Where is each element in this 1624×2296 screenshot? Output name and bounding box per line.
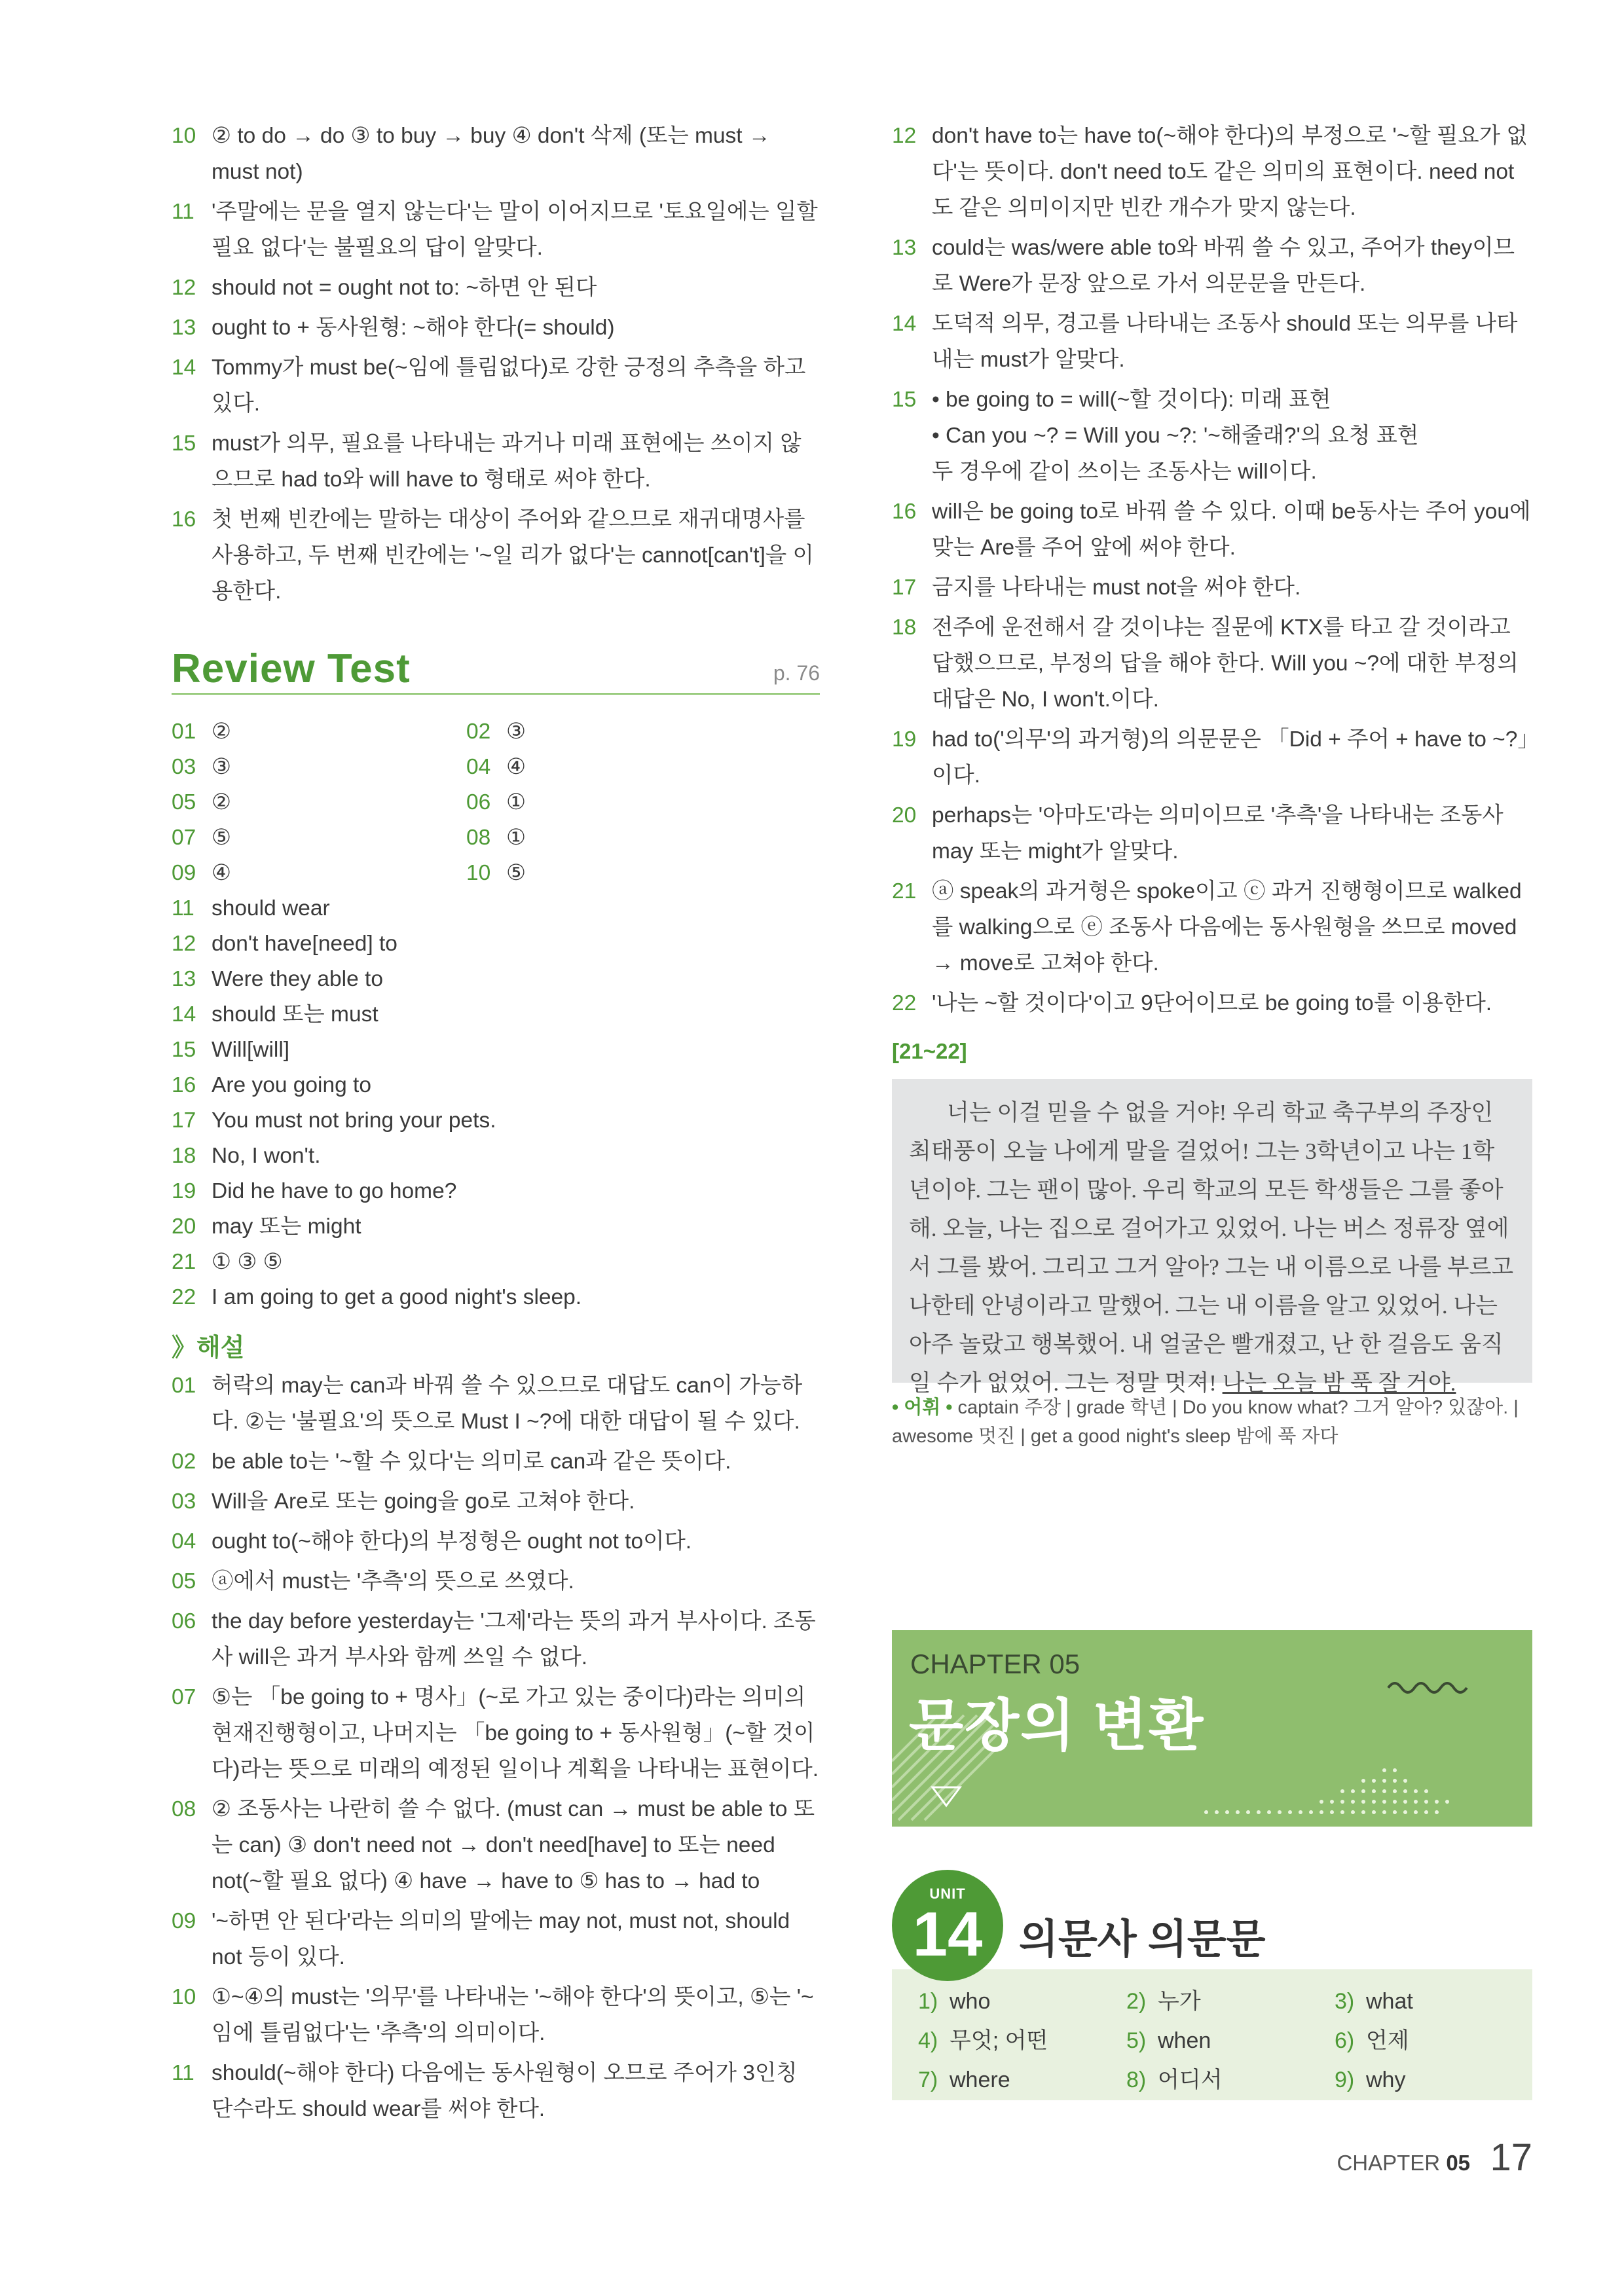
answer-number: 04 — [466, 755, 491, 779]
explanation-number: 04 — [172, 1529, 196, 1554]
unit-answer-number: 9) — [1335, 2068, 1355, 2092]
note-text: don't have to는 have to(~해야 한다)의 부정으로 '~할 필요가 없다'는 뜻이다. don't need to도 같은 의미의 표현이다. need not도 같은 의미이지만 빈칸 개수가 맞지 않는다. — [932, 124, 1528, 220]
answer-item — [172, 750, 466, 785]
unit-answer-item — [1335, 1982, 1531, 2022]
answer-value: ④ — [212, 861, 232, 885]
note-number: 11 — [172, 200, 194, 224]
answer-item — [466, 750, 761, 785]
answer-number: 15 — [172, 1038, 196, 1062]
unit-number: 14 — [912, 1899, 983, 1969]
answer-number: 19 — [172, 1179, 196, 1203]
page-number: 17 — [1490, 2136, 1532, 2179]
note-text: ought to + 동사원형: ~해야 한다(= should) — [212, 316, 615, 340]
explanation-item — [172, 1679, 820, 1787]
translation-passage — [892, 1079, 1532, 1396]
note-text: 금지를 나타내는 must not을 써야 한다. — [932, 575, 1301, 600]
note-number: 12 — [892, 124, 917, 148]
answer-item — [466, 714, 761, 750]
unit-label: UNIT — [929, 1886, 966, 1902]
passage-text: 너는 이걸 믿을 수 없을 거야! 우리 학교 축구부의 주장인 최태풍이 오늘 나에게 말을 걸었어! 그는 3학년이고 나는 1학년이야. 그는 팬이 많아. 우리 학교의 모든 학생들은 그를 좋아해. 오늘, 나는 집으로 걸어가고 있었어. 나는 버스 정류장 옆에서 그를 봤어. 그리고 그거 알아? 그는 내 이름으로 나를 부르고 나한테 안녕이라고 말했어. 그는 내 이름을 알고 있었어. 나는 아주 놀랐고 행복했어. 내 얼굴은 빨개졌고, 난 한 걸음도 움직일 수가 없었어. 그는 정말 멋져! — [909, 1100, 1514, 1396]
answer-item — [172, 1209, 761, 1245]
note-text: will은 be going to로 바꿔 쓸 수 있다. 이때 be동사는 주어 you에 맞는 Are를 주어 앞에 써야 한다. — [932, 500, 1531, 560]
explanation-item — [172, 1523, 820, 1559]
explanation-text: Will을 Are로 또는 going을 go로 고쳐야 한다. — [212, 1489, 635, 1514]
left-column — [172, 118, 820, 2131]
top-notes-list — [172, 118, 820, 610]
page-footer — [1337, 2136, 1532, 2179]
answer-number: 07 — [172, 826, 196, 850]
answer-value: should wear — [212, 896, 330, 920]
answer-value: should 또는 must — [212, 1002, 378, 1027]
explanation-item — [172, 1979, 820, 2051]
wave-icon — [1388, 1683, 1467, 1692]
explanation-text: should(~해야 한다) 다음에는 동사원형이 오므로 주어가 3인칭 단수라도 should wear를 써야 한다. — [212, 2061, 798, 2121]
note-text: ② to do → do ③ to buy → buy ④ don't 삭제 (또는 must → must not) — [212, 124, 771, 184]
explanation-text: ⑤는 「be going to + 명사」(~로 가고 있는 중이다)라는 의미의 현재진행형이고, 나머지는 「be going to + 동사원형」(~할 것이다)라는 뜻으로 미래의 예정된 일이나 계획을 나타내는 표현이다. — [212, 1685, 819, 1781]
answer-item — [466, 785, 761, 820]
unit-answer-number: 1) — [918, 1989, 938, 2014]
unit-answer-item — [918, 2061, 1126, 2100]
note-item — [172, 118, 820, 190]
note-text: 첫 번째 빈칸에는 말하는 대상이 주어와 같으므로 재귀대명사를 사용하고, 두 번째 빈칸에는 '~일 리가 없다'는 cannot[can't]을 이용한다. — [212, 507, 814, 604]
note-number: 15 — [172, 431, 196, 456]
explanation-item — [172, 1903, 820, 1975]
answer-item — [172, 997, 761, 1032]
explanation-text: ①~④의 must는 '의무'를 나타내는 '~해야 한다'의 뜻이고, ⑤는 '~임에 틀림없다'는 '추측'의 의미이다. — [212, 1985, 814, 2045]
note-number: 20 — [892, 803, 917, 828]
answer-value: ⑤ — [212, 826, 232, 850]
explanation-heading: 》해설 — [172, 1334, 245, 1362]
answer-value: ① ③ ⑤ — [212, 1250, 283, 1274]
passage-range-label: [21~22] — [892, 1039, 967, 1063]
note-text: should not = ought not to: ~하면 안 된다 — [212, 276, 597, 300]
explanation-number: 03 — [172, 1489, 196, 1514]
unit-title: 의문사 의문문 — [1019, 1917, 1266, 1962]
passage-underlined-text: 나는 오늘 밤 푹 잘 거야. — [1222, 1370, 1456, 1396]
answer-item — [172, 1068, 761, 1103]
answer-number: 01 — [172, 720, 196, 744]
note-item — [172, 426, 820, 498]
unit-answer-value: where — [950, 2068, 1010, 2092]
note-number: 13 — [892, 236, 917, 260]
answer-value: I am going to get a good night's sleep. — [212, 1285, 582, 1309]
unit-answer-number: 8) — [1126, 2068, 1147, 2092]
unit-answer-value: 어디서 — [1158, 2068, 1223, 2092]
note-item — [172, 310, 820, 346]
chapter-label: CHAPTER 05 — [910, 1649, 1080, 1679]
unit-answer-grid — [892, 1969, 1532, 2100]
note-text: ⓐ speak의 과거형은 spoke이고 ⓒ 과거 진행형이므로 walked를 walking으로 ⓔ 조동사 다음에는 동사원형을 쓰므로 moved → move로 고쳐야 한다. — [932, 879, 1522, 975]
answer-value: No, I won't. — [212, 1144, 321, 1168]
note-item — [892, 797, 1532, 869]
note-item — [172, 501, 820, 610]
unit-answer-item — [1126, 1982, 1335, 2022]
explanation-list — [172, 1368, 820, 2127]
answer-item — [172, 962, 761, 997]
unit-answer-number: 7) — [918, 2068, 938, 2092]
note-text: • be going to = will(~할 것이다): 미래 표현 • Can you ~? = Will you ~?: '~해줄래?'의 요청 표현 두 경우에 같이 쓰이는 조동사는 will이다. — [932, 388, 1419, 484]
answer-item — [172, 1032, 761, 1068]
note-number: 14 — [892, 312, 917, 336]
note-number: 16 — [892, 500, 917, 524]
note-item — [172, 350, 820, 422]
note-item — [892, 721, 1532, 793]
explanation-item — [172, 1368, 820, 1440]
unit-answer-item — [1126, 2022, 1335, 2061]
answer-number: 02 — [466, 720, 491, 744]
review-test-header — [172, 642, 820, 695]
note-item — [892, 494, 1532, 566]
note-text: Tommy가 must be(~임에 틀림없다)로 강한 긍정의 추측을 하고 있다. — [212, 355, 806, 416]
note-text: could는 was/were able to와 바꿔 쓸 수 있고, 주어가 they이므로 Were가 문장 앞으로 가서 의문문을 만든다. — [932, 236, 1515, 296]
note-item — [892, 873, 1532, 981]
footer-chapter — [1337, 2151, 1470, 2175]
note-number: 13 — [172, 316, 196, 340]
answer-item — [172, 856, 466, 891]
unit-answer-item — [1126, 2061, 1335, 2100]
unit-answer-value: what — [1366, 1989, 1413, 2014]
answer-number: 18 — [172, 1144, 196, 1168]
answer-item — [172, 926, 761, 962]
explanation-text: ought to(~해야 한다)의 부정형은 ought not to이다. — [212, 1529, 692, 1554]
note-item — [892, 118, 1532, 226]
explanation-text: the day before yesterday는 '그제'라는 뜻의 과거 부사이다. 조동사 will은 과거 부사와 함께 쓰일 수 없다. — [212, 1609, 816, 1669]
answer-value: Were they able to — [212, 967, 383, 991]
unit-answer-item — [918, 1982, 1126, 2022]
answer-value: ③ — [212, 755, 232, 779]
answer-number: 11 — [172, 896, 194, 920]
answer-item — [172, 714, 466, 750]
answer-number: 03 — [172, 755, 196, 779]
explanation-number: 08 — [172, 1797, 196, 1821]
note-text: had to('의무'의 과거형)의 의문문은 「Did + 주어 + have to ~?」이다. — [932, 727, 1529, 788]
answer-value: ⑤ — [506, 861, 526, 885]
explanation-text: '~하면 안 된다'라는 의미의 말에는 may not, must not, should not 등이 있다. — [212, 1909, 790, 1969]
answer-value: don't have[need] to — [212, 932, 397, 956]
note-text: must가 의무, 필요를 나타내는 과거나 미래 표현에는 쓰이지 않으므로 had to와 will have to 형태로 써야 한다. — [212, 431, 802, 492]
answer-number: 12 — [172, 932, 196, 956]
explanation-item — [172, 1563, 820, 1599]
answer-item — [172, 1139, 761, 1174]
explanation-item — [172, 1484, 820, 1520]
answer-value: Are you going to — [212, 1073, 371, 1097]
answer-number: 08 — [466, 826, 491, 850]
review-answers — [172, 714, 820, 1315]
answer-item — [172, 1245, 761, 1280]
explanation-number: 10 — [172, 1985, 196, 2009]
note-number: 17 — [892, 575, 917, 600]
answer-item — [172, 891, 761, 926]
note-number: 19 — [892, 727, 917, 752]
note-number: 12 — [172, 276, 196, 300]
note-number: 18 — [892, 615, 917, 640]
note-text: 전주에 운전해서 갈 것이냐는 질문에 KTX를 타고 갈 것이라고 답했으므로, 부정의 답을 해야 한다. Will you ~?에 대한 부정의 대답은 No, I won't.이다. — [932, 615, 1519, 712]
unit-answer-item — [918, 2022, 1126, 2061]
explanation-number: 02 — [172, 1449, 196, 1474]
answer-item — [172, 1103, 761, 1139]
unit-answer-value: when — [1158, 2028, 1211, 2053]
footer-chapter-number: 05 — [1446, 2151, 1471, 2175]
unit-answer-value: why — [1366, 2068, 1406, 2092]
unit-answer-value: who — [950, 1989, 991, 2014]
unit-answer-number: 3) — [1335, 1989, 1355, 2014]
note-item — [172, 270, 820, 306]
explanation-number: 01 — [172, 1374, 196, 1398]
explanation-number: 07 — [172, 1685, 196, 1709]
note-item — [892, 610, 1532, 718]
unit-answer-number: 4) — [918, 2028, 938, 2053]
unit-answer-value: 누가 — [1158, 1989, 1201, 2014]
explanation-text: 허락의 may는 can과 바꿔 쓸 수 있으므로 대답도 can이 가능하다. ②는 '불필요'의 뜻으로 Must I ~?에 대한 대답이 될 수 있다. — [212, 1374, 803, 1434]
chapter-title: 문장의 변환 — [909, 1694, 1205, 1757]
answer-number: 22 — [172, 1285, 196, 1309]
footer-chapter-word: CHAPTER — [1337, 2151, 1441, 2175]
unit-answer-number: 5) — [1126, 2028, 1147, 2053]
explanation-item — [172, 1444, 820, 1480]
answer-item — [466, 820, 761, 856]
unit-answer-value: 언제 — [1366, 2028, 1409, 2053]
note-item — [892, 382, 1532, 490]
answer-number: 13 — [172, 967, 196, 991]
note-text: perhaps는 '아마도'라는 의미이므로 '추측'을 나타내는 조동사 may 또는 might가 알맞다. — [932, 803, 1504, 864]
answer-value: ③ — [506, 720, 526, 744]
unit-badge — [892, 1870, 1003, 1981]
explanation-item — [172, 2055, 820, 2127]
note-number: 15 — [892, 388, 917, 412]
explanation-text: be able to는 '~할 수 있다'는 의미로 can과 같은 뜻이다. — [212, 1449, 731, 1474]
review-test-title: Review Test — [172, 646, 411, 691]
right-column — [892, 118, 1532, 1451]
answer-value: ④ — [506, 755, 526, 779]
answer-value: Will[will] — [212, 1038, 290, 1062]
vocabulary-label: • 어휘 • — [892, 1397, 953, 1418]
answer-number: 20 — [172, 1214, 196, 1239]
right-notes-list — [892, 118, 1532, 1021]
answer-number: 10 — [466, 861, 491, 885]
answer-value: ② — [212, 720, 232, 744]
note-number: 21 — [892, 879, 917, 903]
note-item — [892, 230, 1532, 302]
answer-number: 09 — [172, 861, 196, 885]
vocabulary-text: captain 주장 | grade 학년 | Do you know what? 그거 알아? 있잖아. | awesome 멋진 | get a good night's sleep 밤에 푹 자다 — [892, 1397, 1519, 1447]
answer-item — [172, 820, 466, 856]
note-number: 10 — [172, 124, 196, 148]
note-text: 도덕적 의무, 경고를 나타내는 조동사 should 또는 의무를 나타내는 must가 알맞다. — [932, 312, 1518, 372]
answer-number: 06 — [466, 790, 491, 814]
note-item — [892, 306, 1532, 378]
explanation-number: 06 — [172, 1609, 196, 1633]
answer-value: You must not bring your pets. — [212, 1108, 496, 1133]
explanation-text: ② 조동사는 나란히 쓸 수 없다. (must can → must be able to 또는 can) ③ don't need not → don't need[have] to 또는 need not(~할 필요 없다) ④ have → have to ⑤ has to → had to — [212, 1797, 815, 1893]
answer-value: ① — [506, 826, 526, 850]
explanation-number: 05 — [172, 1569, 196, 1594]
explanation-item — [172, 1603, 820, 1675]
answer-item — [172, 785, 466, 820]
note-item — [172, 194, 820, 266]
dot-pattern — [1204, 1768, 1449, 1814]
unit-answer-number: 6) — [1335, 2028, 1355, 2053]
note-text: '주말에는 문을 열지 않는다'는 말이 이어지므로 '토요일에는 일할 필요 없다'는 불필요의 답이 알맞다. — [212, 200, 818, 260]
vocabulary-note — [892, 1393, 1532, 1451]
answer-number: 05 — [172, 790, 196, 814]
explanation-number: 09 — [172, 1909, 196, 1933]
note-item — [892, 985, 1532, 1021]
answer-value: ② — [212, 790, 232, 814]
note-text: '나는 ~할 것이다'이고 9단어이므로 be going to를 이용한다. — [932, 991, 1492, 1015]
explanation-number: 11 — [172, 2061, 194, 2085]
answer-number: 14 — [172, 1002, 196, 1027]
answer-number: 16 — [172, 1073, 196, 1097]
review-test-page-ref: p. 76 — [773, 661, 820, 685]
answer-item — [172, 1174, 761, 1209]
unit-answer-item — [1335, 2022, 1531, 2061]
answer-number: 21 — [172, 1250, 196, 1274]
unit-answer-number: 2) — [1126, 1989, 1147, 2014]
answer-value: Did he have to go home? — [212, 1179, 457, 1203]
answer-value: may 또는 might — [212, 1214, 361, 1239]
unit-answer-item — [1335, 2061, 1531, 2100]
answer-item — [172, 1280, 761, 1315]
unit-answer-value: 무엇; 어떤 — [950, 2028, 1048, 2053]
answer-number: 17 — [172, 1108, 196, 1133]
answer-item — [466, 856, 761, 891]
explanation-item — [172, 1791, 820, 1899]
note-item — [892, 570, 1532, 606]
note-number: 22 — [892, 991, 917, 1015]
explanation-text: ⓐ에서 must는 '추측'의 뜻으로 쓰였다. — [212, 1569, 574, 1594]
chapter-banner — [892, 1630, 1532, 1827]
note-number: 16 — [172, 507, 196, 532]
note-number: 14 — [172, 355, 196, 380]
answer-value: ① — [506, 790, 526, 814]
